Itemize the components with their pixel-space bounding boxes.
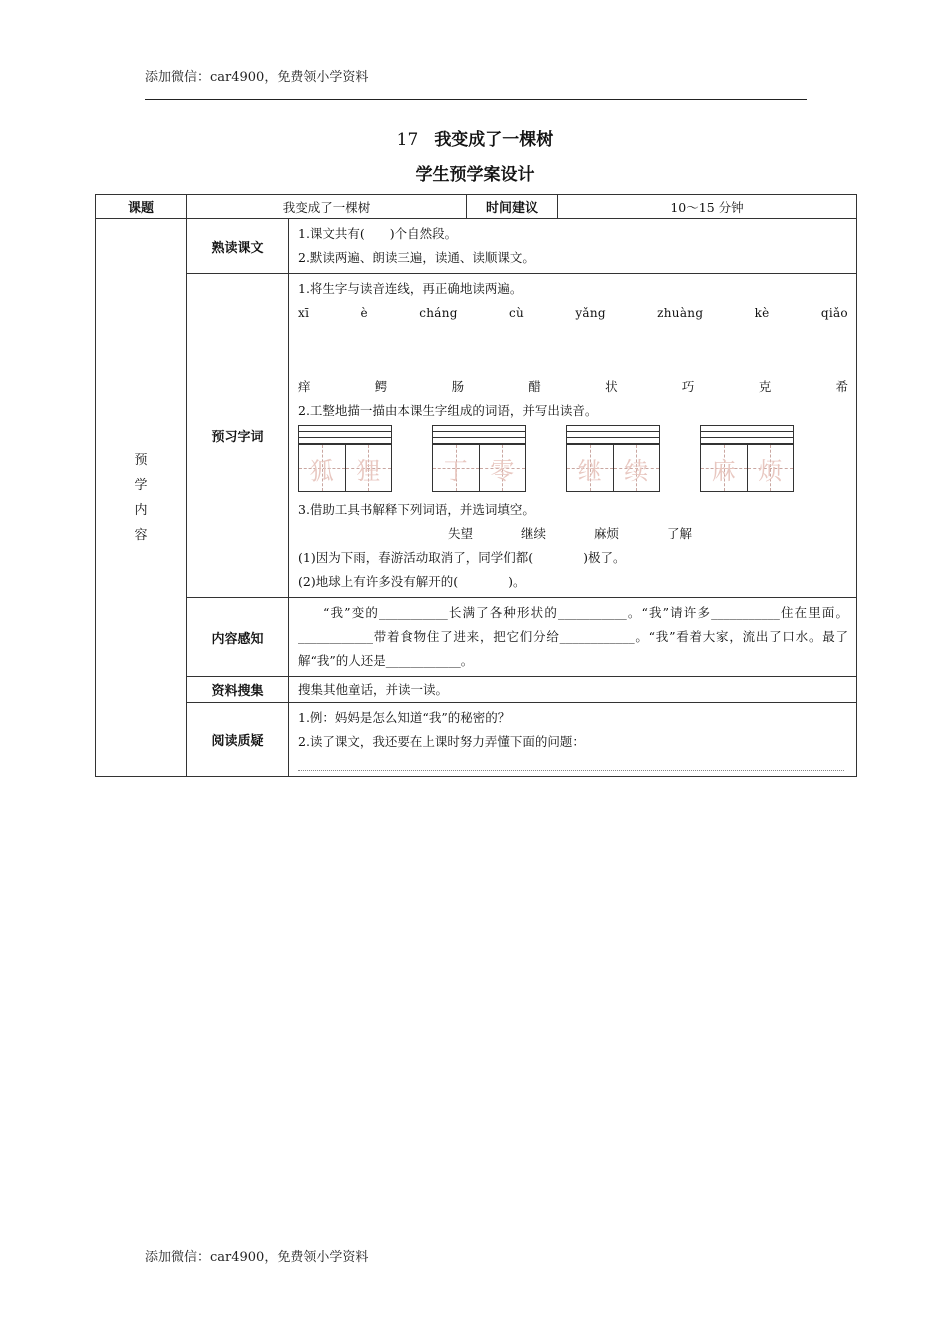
tracing-box[interactable] bbox=[479, 445, 526, 491]
tracing-box[interactable] bbox=[345, 445, 392, 491]
section-label-yuxi: 预习字词 bbox=[187, 274, 289, 598]
topic-label: 课题 bbox=[96, 195, 187, 219]
char-item: 肠 bbox=[451, 379, 465, 394]
char-item: 鳄 bbox=[374, 379, 388, 394]
fill-question-2: (2)地球上有许多没有解开的( )。 bbox=[298, 574, 526, 589]
tracing-box[interactable] bbox=[299, 445, 345, 491]
pinyin-item: cù bbox=[508, 306, 525, 320]
trace-char: 续 bbox=[624, 456, 649, 485]
trace-char: 狐 bbox=[309, 456, 334, 485]
shudu-line: 1.课文共有( )个自然段。 bbox=[298, 226, 458, 241]
pinyin-row bbox=[298, 301, 848, 325]
trace-char: 继 bbox=[577, 456, 602, 485]
side-char: 学 bbox=[134, 477, 148, 493]
word-item: 失望 bbox=[448, 526, 474, 541]
section-label-neirong: 内容感知 bbox=[187, 598, 289, 677]
lesson-title: 我变成了一棵树 bbox=[434, 130, 554, 150]
tracing-grid bbox=[566, 425, 660, 492]
pinyin-item: kè bbox=[754, 306, 770, 320]
topic-value: 我变成了一棵树 bbox=[187, 195, 467, 219]
section-content-shudu bbox=[289, 219, 857, 274]
tracing-box[interactable] bbox=[433, 445, 479, 491]
char-item: 克 bbox=[758, 379, 772, 394]
yuxi-q2: 2.工整地描一描由本课生字组成的词语，并写出读音。 bbox=[298, 403, 598, 418]
trace-char: 麻 bbox=[711, 456, 736, 485]
content-paragraph: “我”变的___________长满了各种形状的___________。“我”请许多___________住在里面。____________带着食物住了进来，把它们分给____________。“我”看着大家，流出了口水。最了解“我”的人还是____________。 bbox=[298, 605, 849, 668]
yuedu-line: 1.例：妈妈是怎么知道“我”的秘密的？ bbox=[298, 710, 511, 725]
pinyin-item: è bbox=[360, 306, 368, 320]
pinyin-item: yǎng bbox=[575, 306, 606, 320]
word-item: 麻烦 bbox=[594, 526, 620, 541]
char-item: 巧 bbox=[681, 379, 695, 394]
header-note: 添加微信：car4900，免费领小学资料 bbox=[145, 70, 369, 85]
tracing-box[interactable] bbox=[613, 445, 660, 491]
word-item: 了解 bbox=[667, 526, 693, 541]
side-char: 容 bbox=[134, 527, 148, 543]
section-label-shudu: 熟读课文 bbox=[187, 219, 289, 274]
lesson-number: 17 bbox=[396, 130, 419, 150]
trace-char: 狸 bbox=[356, 456, 381, 485]
matching-space bbox=[298, 325, 848, 375]
tracing-box[interactable] bbox=[567, 445, 613, 491]
tracing-box[interactable] bbox=[701, 445, 747, 491]
side-char: 预 bbox=[134, 452, 148, 468]
footer-note: 添加微信：car4900，免费领小学资料 bbox=[145, 1250, 369, 1265]
char-row bbox=[298, 375, 848, 399]
tracing-grid bbox=[700, 425, 794, 492]
time-value: 10～15 分钟 bbox=[558, 195, 857, 219]
pinyin-item: cháng bbox=[419, 306, 458, 320]
section-label-ziliao: 资料搜集 bbox=[187, 677, 289, 703]
worksheet-subtitle: 学生预学案设计 bbox=[415, 165, 535, 185]
fill-question-1: (1)因为下雨，春游活动取消了，同学们都( )极了。 bbox=[298, 550, 626, 565]
answer-line[interactable] bbox=[298, 760, 844, 771]
preview-table bbox=[95, 194, 857, 777]
yuedu-line: 2.读了课文，我还要在上课时努力弄懂下面的问题： bbox=[298, 734, 585, 749]
time-label: 时间建议 bbox=[467, 195, 558, 219]
side-char: 内 bbox=[134, 502, 148, 518]
section-content-yuxi bbox=[289, 274, 857, 598]
section-label-yuedu: 阅读质疑 bbox=[187, 703, 289, 777]
section-content-ziliao bbox=[289, 677, 857, 703]
word-item: 继续 bbox=[521, 526, 547, 541]
pinyin-item: qiǎo bbox=[820, 306, 848, 320]
char-item: 状 bbox=[605, 379, 618, 394]
tracing-box[interactable] bbox=[747, 445, 794, 491]
char-item: 希 bbox=[835, 379, 848, 394]
ziliao-text: 搜集其他童话，并读一读。 bbox=[298, 681, 449, 697]
side-label bbox=[96, 219, 187, 777]
yuxi-q3: 3.借助工具书解释下列词语，并选词填空。 bbox=[298, 502, 535, 517]
section-content-neirong bbox=[289, 598, 857, 677]
pinyin-item: xī bbox=[298, 306, 310, 320]
char-item: 醋 bbox=[528, 379, 541, 394]
trace-char: 丁 bbox=[443, 456, 468, 485]
char-item: 痒 bbox=[298, 379, 311, 394]
word-bank bbox=[298, 522, 848, 546]
trace-char: 烦 bbox=[758, 456, 783, 485]
lesson-heading bbox=[0, 125, 950, 150]
tracing-grids bbox=[298, 425, 848, 492]
tracing-grid bbox=[432, 425, 526, 492]
yuxi-q1: 1.将生字与读音连线，再正确地读两遍。 bbox=[298, 281, 523, 296]
pinyin-item: zhuàng bbox=[657, 306, 704, 320]
header-rule bbox=[145, 99, 807, 100]
section-content-yuedu bbox=[289, 703, 857, 777]
shudu-line: 2.默读两遍、朗读三遍，读通、读顺课文。 bbox=[298, 250, 535, 265]
trace-char: 零 bbox=[490, 456, 515, 485]
tracing-grid bbox=[298, 425, 392, 492]
